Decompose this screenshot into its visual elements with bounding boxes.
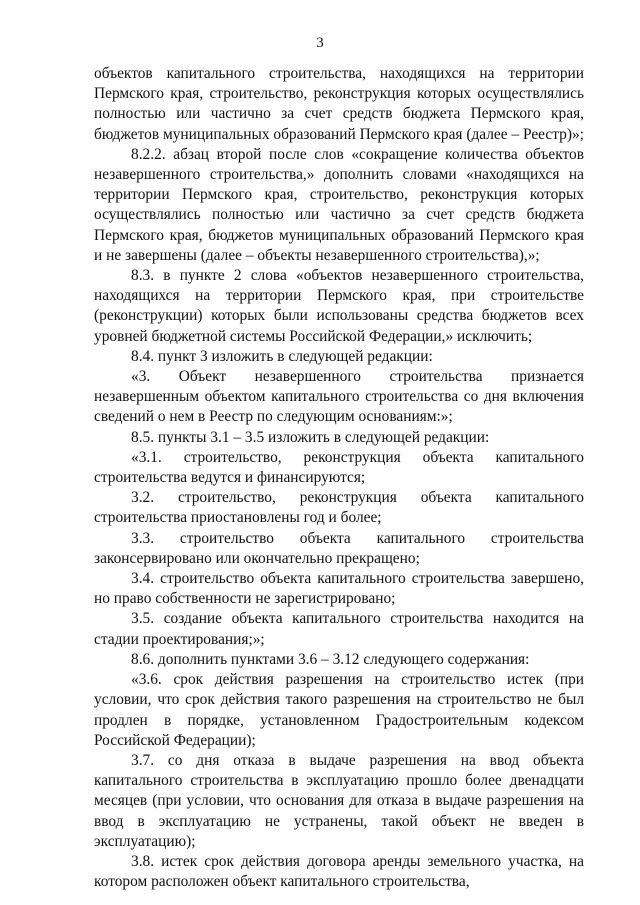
paragraph-8-6: 8.6. дополнить пунктами 3.6 – 3.12 следующего содержания:	[131, 650, 530, 668]
paragraph-continuation: объектов капитального строительства, находящихся на территории Пермского края, строительство, реконструкция которых осуществлялись полностью или частично за счет средств бюджета Пермского края, бюджетов муниципальных образований Пермского края (далее – Реестр)»;	[94, 65, 584, 143]
paragraph-item-3-6: «3.6. срок действия разрешения на строительство истек (при условии, что срок действия такого разрешения на строительство не был продлен в порядке, установленном Градостроительным кодексом Российской Федерации);	[94, 671, 584, 749]
paragraph-item-3-7: 3.7. со дня отказа в выдаче разрешения на ввод объекта капитального строительства в эксплуатацию прошло более двенадцати месяцев (при условии, что основания для отказа в выдаче разрешения на ввод в эксплуатацию не устранены, такой объект не введен в эксплуатацию);	[94, 751, 584, 850]
paragraph-item-3-4: 3.4. строительство объекта капитального строительства завершено, но право собственности не зарегистрировано;	[94, 570, 584, 608]
paragraph-item-3: «3. Объект незавершенного строительства признается незавершенным объектом капитального строительства со дня включения сведений о нем в Реестр по следующим основаниям:»;	[94, 368, 584, 426]
paragraph-8-5: 8.5. пункты 3.1 – 3.5 изложить в следующей редакции:	[131, 428, 490, 446]
paragraph-item-3-5: 3.5. создание объекта капитального строительства находится на стадии проектирования;»;	[94, 610, 584, 648]
paragraph-8-4: 8.4. пункт 3 изложить в следующей редакции:	[131, 347, 433, 365]
document-body	[94, 64, 584, 892]
paragraph-item-3-2: 3.2. строительство, реконструкция объекта капитального строительства приостановлены год и более;	[94, 489, 584, 527]
paragraph-item-3-3: 3.3. строительство объекта капитального строительства законсервировано или окончательно прекращено;	[94, 529, 584, 567]
paragraph-8-3: 8.3. в пункте 2 слова «объектов незавершенного строительства, находящихся на территории Пермского края, при строительстве (реконструкции) которых были использованы средства бюджетов всех уровней бюджетной системы Российской Федерации,» исключить;	[94, 267, 584, 345]
page-number: 3	[316, 35, 324, 51]
paragraph-item-3-8: 3.8. истек срок действия договора аренды земельного участка, на котором расположен объект капитального строительства,	[94, 852, 584, 891]
paragraph-8-2-2: 8.2.2. абзац второй после слов «сокращение количества объектов незавершенного строительства,» дополнить словами «находящихся на территории Пермского края, строительство, реконструкция которых осуществлялись полностью или частично за счет средств бюджета Пермского края, бюджетов муниципальных образований Пермского края и не завершены (далее – объекты незавершенного строительства),»;	[94, 145, 584, 264]
paragraph-item-3-1: «3.1. строительство, реконструкция объекта капитального строительства ведутся и финансируются;	[94, 448, 584, 487]
